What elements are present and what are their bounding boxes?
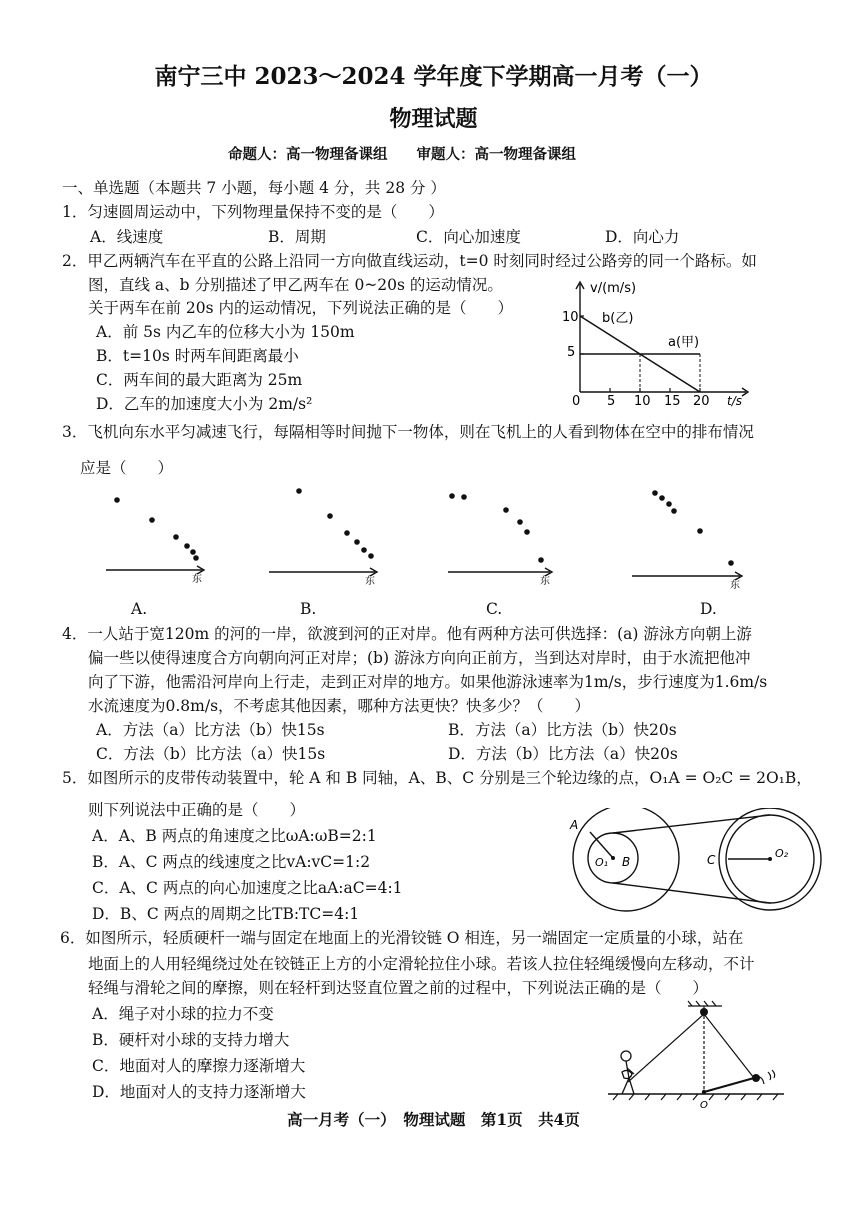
x-tick-10: 10: [634, 394, 651, 409]
line-b-label: b(乙): [602, 311, 634, 326]
q2-option-a[interactable]: A．前 5s 内乙车的位移大小为 150m: [96, 323, 355, 341]
label-o: O: [700, 1100, 708, 1110]
q4-stem-line1: 4．一人站于宽120m 的河的一岸，欲渡到河的正对岸。他有两种方法可供选择：(a) 游泳方向朝上游: [62, 625, 752, 643]
q3-figure-d[interactable]: [628, 480, 753, 595]
object-dot: [184, 543, 190, 549]
center-o2: [768, 857, 772, 861]
object-dot: [461, 494, 467, 500]
rope-to-ball: [704, 1014, 754, 1078]
q1-option-c[interactable]: C．向心加速度: [416, 228, 521, 246]
object-dot: [652, 490, 658, 496]
person-icon: [621, 1051, 634, 1094]
object-dot: [361, 547, 367, 553]
q1-option-d[interactable]: D．向心力: [605, 228, 680, 246]
object-dot: [659, 495, 665, 501]
y-axis-label: v/(m/s): [590, 281, 637, 296]
ball: [752, 1074, 760, 1082]
q2-stem-line3: 关于两车在前 20s 内的运动情况，下列说法正确的是（ ）: [88, 299, 514, 317]
q4-stem-line2: 偏一些以使得速度合方向朝向河正对岸；(b) 游泳方向向正前方，当到达对岸时，由于水流把他冲: [88, 649, 751, 667]
exam-authors: 命题人：高一物理备课组 审题人：高一物理备课组: [228, 146, 576, 163]
x-tick-20: 20: [693, 394, 710, 409]
q4-option-a[interactable]: A．方法（a）比方法（b）快15s: [96, 721, 325, 739]
belt-bottom: [613, 883, 770, 903]
q2-stem-line2: 图，直线 a、b 分别描述了甲乙两车在 0~20s 的运动情况。: [88, 276, 503, 294]
object-dot: [517, 519, 523, 525]
q6-option-c[interactable]: C．地面对人的摩擦力逐渐增大: [92, 1057, 306, 1075]
q6-option-a[interactable]: A．绳子对小球的拉力不变: [92, 1005, 274, 1023]
q5-option-d[interactable]: D．B、C 两点的周期之比TB:TC=4:1: [92, 905, 360, 923]
object-dot: [368, 553, 374, 559]
center-o1: [611, 856, 615, 860]
object-dot: [503, 507, 509, 513]
section-heading: 一、单选题（本题共 7 小题，每小题 4 分，共 28 分 ）: [62, 179, 446, 197]
light-rod: [704, 1078, 754, 1092]
q2-option-c[interactable]: C．两车间的最大距离为 25m: [96, 371, 303, 389]
q6-option-d[interactable]: D．地面对人的支持力逐渐增大: [92, 1083, 306, 1101]
line-a-label: a(甲): [668, 335, 700, 350]
q4-stem-line3: 向了下游，他需沿河岸向上行走，走到正对岸的地方。如果他游泳速率为1m/s，步行速度为1.6m/s: [88, 673, 768, 691]
east-label: 东: [540, 576, 550, 587]
q5-stem-line1: 5．如图所示的皮带传动装置中，轮 A 和 B 同轴，A、B、C 分别是三个轮边缘的点，O₁A = O₂C = 2O₁B，: [62, 769, 812, 787]
q3-figure-c[interactable]: [442, 480, 562, 590]
page-footer: 高一月考（一） 物理试题 第1页 共4页: [287, 1110, 580, 1129]
q5-option-b[interactable]: B．A、C 两点的线速度之比vA:vC=1:2: [92, 853, 371, 871]
y-tick-5: 5: [567, 345, 576, 360]
q1-option-a[interactable]: A．线速度: [90, 228, 164, 246]
x-axis-label: t/s: [727, 394, 742, 408]
belt-drive-figure: [562, 808, 822, 924]
q4-option-b[interactable]: B．方法（a）比方法（b）快20s: [448, 721, 677, 739]
q5-stem-line2: 则下列说法中正确的是（ ）: [88, 801, 306, 819]
q3-option-d[interactable]: D.: [700, 600, 717, 618]
object-dot: [697, 528, 703, 534]
q6-stem-line2: 地面上的人用轻绳绕过处在铰链正上方的小定滑轮拉住小球。若该人拉住轻绳缓慢向左移动，不计: [88, 955, 755, 973]
label-b: B: [622, 855, 631, 869]
q4-option-c[interactable]: C．方法（b）比方法（a）快15s: [96, 745, 326, 763]
rope-to-person: [628, 1014, 704, 1082]
rod-pulley-figure: [604, 998, 790, 1110]
object-dot: [524, 529, 530, 535]
q2-stem-line1: 2．甲乙两辆汽车在平直的公路上沿同一方向做直线运动，t=0 时刻同时经过公路旁的同一个路标。如: [62, 252, 757, 270]
exam-subject: 物理试题: [389, 106, 478, 132]
q3-figure-a[interactable]: [100, 480, 210, 590]
east-label: 东: [192, 574, 202, 585]
hinge: [702, 1090, 706, 1094]
pulley: [700, 1008, 708, 1016]
vt-graph: [556, 276, 756, 410]
object-dot: [114, 497, 120, 503]
q1-option-b[interactable]: B．周期: [268, 228, 326, 246]
object-dot: [344, 530, 350, 536]
x-tick-5: 5: [607, 394, 616, 409]
q3-figure-b[interactable]: [265, 480, 385, 590]
object-dot: [449, 493, 455, 499]
object-dot: [538, 557, 544, 563]
q4-option-d[interactable]: D．方法（b）比方法（a）快20s: [448, 745, 678, 763]
y-tick-10: 10: [562, 310, 579, 325]
object-dot: [193, 555, 199, 561]
q1-stem: 1．匀速圆周运动中，下列物理量保持不变的是（ ）: [62, 203, 444, 221]
q5-option-c[interactable]: C．A、C 两点的向心加速度之比aA:aC=4:1: [92, 879, 403, 897]
q2-option-b[interactable]: B．t=10s 时两车间距离最小: [96, 347, 299, 365]
label-o2: O₂: [775, 847, 789, 860]
x-tick-0: 0: [572, 394, 581, 409]
object-dot: [296, 488, 302, 494]
q3-option-b[interactable]: B.: [300, 600, 317, 618]
q6-stem-line1: 6．如图所示，轻质硬杆一端与固定在地面上的光滑铰链 O 相连，另一端固定一定质量的小球，站在: [60, 929, 744, 947]
q3-option-a[interactable]: A.: [131, 600, 148, 618]
label-a: A: [570, 818, 579, 832]
belt-top: [613, 815, 770, 833]
east-label: 东: [365, 576, 375, 587]
q3-stem-line1: 3．飞机向东水平匀减速飞行，每隔相等时间抛下一物体，则在飞机上的人看到物体在空中的排布情况: [62, 423, 754, 441]
q6-stem-line3: 轻绳与滑轮之间的摩擦，则在轻杆到达竖直位置之前的过程中，下列说法正确的是（ ）: [88, 979, 709, 997]
object-dot: [190, 549, 196, 555]
x-tick-15: 15: [664, 394, 681, 409]
east-label: 东: [730, 580, 740, 591]
object-dot: [173, 534, 179, 540]
object-dot: [671, 508, 677, 514]
object-dot: [149, 517, 155, 523]
q5-option-a[interactable]: A．A、B 两点的角速度之比ωA:ωB=2:1: [92, 827, 377, 845]
object-dot: [327, 513, 333, 519]
label-c: C: [707, 853, 716, 867]
q2-option-d[interactable]: D．乙车的加速度大小为 2m/s²: [96, 395, 313, 413]
object-dot: [728, 560, 734, 566]
q3-option-c[interactable]: C.: [486, 600, 503, 618]
q6-option-b[interactable]: B．硬杆对小球的支持力增大: [92, 1031, 290, 1049]
q4-stem-line4: 水流速度为0.8m/s，不考虑其他因素，哪种方法更快？快多少？（ ）: [88, 697, 591, 715]
exam-title: 南宁三中 2023～2024 学年度下学期高一月考（一）: [154, 63, 713, 90]
object-dot: [354, 539, 360, 545]
label-o1: O₁: [595, 856, 609, 869]
object-dot: [666, 501, 672, 507]
q3-stem-line2: 应是（ ）: [80, 459, 174, 477]
